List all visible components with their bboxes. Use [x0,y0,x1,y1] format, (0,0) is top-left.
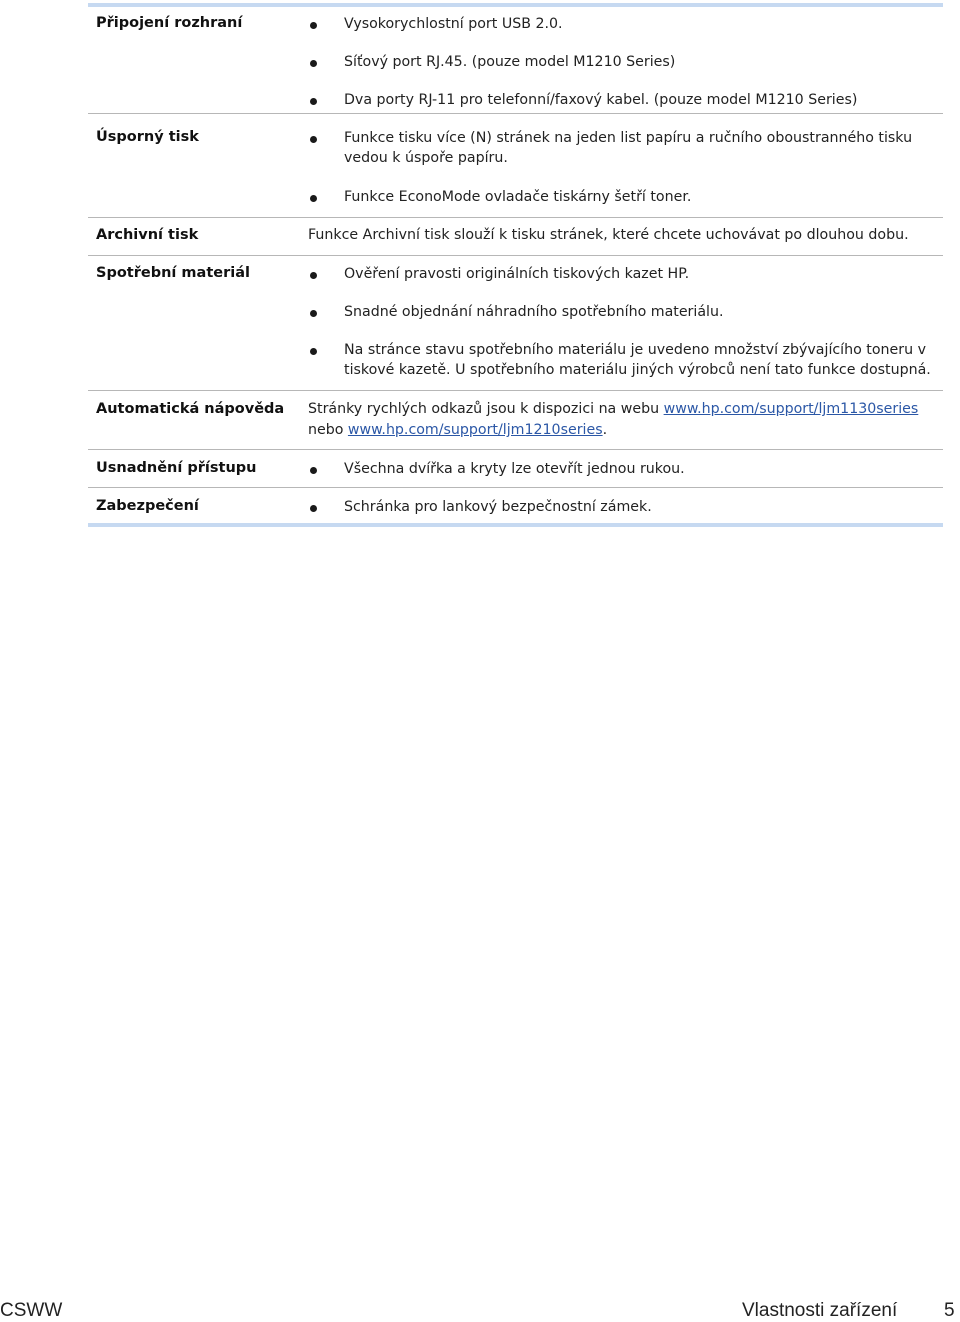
bullet-icon [310,310,317,317]
table-row: Úsporný tisk Funkce tisku více (N) stránek na jeden list papíru a ručního oboustranného tisku vedou k úspoře papíru. Funkce EconoMode ovladače tiskárny šetří toner. [88,114,943,218]
row-label: Archivní tisk [96,227,199,243]
support-link-ljm1130[interactable]: www.hp.com/support/ljm1130series [663,401,919,417]
row-label: Usnadnění přístupu [96,460,257,476]
row-label: Úsporný tisk [96,129,199,145]
table-row [88,391,943,450]
bullet-icon [310,272,317,279]
table-row [88,218,943,256]
row-label: Automatická nápověda [96,401,285,417]
bullet-icon [310,22,317,29]
row-text: Stránky rychlých odkazů jsou k dispozici na webu www.hp.com/support/ljm1130series nebo www.hp.com/support/ljm1210series. [308,401,919,438]
table-row: Zabezpečení Schránka pro lankový bezpečnostní zámek. [88,488,943,527]
row-label: Připojení rozhraní [96,15,243,31]
page-number: 5 [944,1300,955,1321]
bullet-icon [310,60,317,67]
table-row: Připojení rozhraní Vysokorychlostní port USB 2.0. Síťový port RJ.45. (pouze model M1210 Series) Dva porty RJ-11 pro telefonní/faxový kabel. (pouze model M1210 Series) [88,7,943,114]
bullet-icon [310,98,317,105]
bullet-icon [310,195,317,202]
bullet-icon [310,348,317,355]
row-label: Spotřební materiál [96,265,250,281]
support-link-ljm1210[interactable]: www.hp.com/support/ljm1210series [347,422,603,438]
bullet-icon [310,136,317,143]
bullet-icon [310,505,317,512]
spec-table [88,7,943,527]
table-row: Spotřební materiál Ověření pravosti originálních tiskových kazet HP. Snadné objednání náhradního spotřebního materiálu. Na stránce stavu spotřebního materiálu je uvedeno množství zbývajícího toneru v tiskové kazetě. U spotřebního materiálu jiných výrobců není tato funkce dostupná. [88,256,943,391]
footer-title: Vlastnosti zařízení [742,1300,898,1321]
table-row: Usnadnění přístupu Všechna dvířka a kryty lze otevřít jednou rukou. [88,450,943,488]
bullet-icon [310,467,317,474]
row-label: Zabezpečení [96,498,199,514]
row-text: Funkce Archivní tisk slouží k tisku stránek, které chcete uchovávat po dlouhou dobu. [308,227,909,243]
footer-left: CSWW [0,1300,63,1321]
